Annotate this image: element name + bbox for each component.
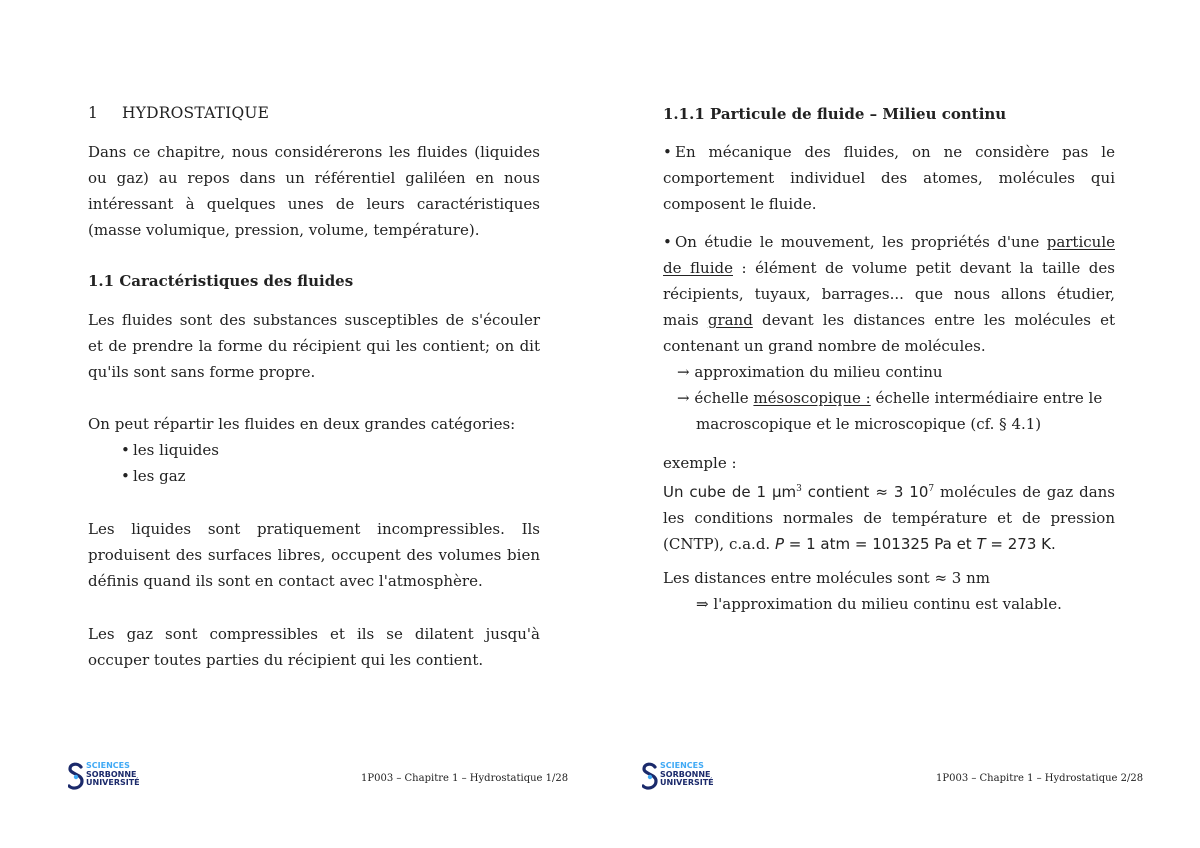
list-item: • les gaz (88, 463, 540, 489)
example-block: exemple : Un cube de 1 $\mu m^3$ contient ≈ 3 $10^7$ molécules de gaz dans les conditions normales de température et de pression (CNTP), c.a.d. P = 1 atm = 101325 Pa et T = 273 K. (663, 454, 1115, 553)
logo-s-icon (68, 762, 84, 792)
logo-wordmark: SCIENCES SORBONNE UNIVERSITÉ (86, 761, 140, 787)
subsection-heading: 1.1.1 Particule de fluide – Milieu continu (663, 105, 1007, 123)
list-item: • les liquides (88, 437, 540, 463)
sorbonne-logo (642, 762, 722, 792)
page-footer: 1P003 – Chapitre 1 – Hydrostatique 1/28 (361, 773, 569, 784)
arrow-line: → échelle mésoscopique : échelle intermédiaire entre le (677, 389, 1103, 407)
sorbonne-logo (68, 762, 148, 792)
logo-s-icon (642, 762, 658, 792)
page-footer: 1P003 – Chapitre 1 – Hydrostatique 2/28 (936, 773, 1144, 784)
logo-wordmark: SCIENCES SORBONNE UNIVERSITÉ (660, 761, 714, 787)
slide-page-2 (600, 0, 1200, 848)
bullet-icon: • (663, 143, 672, 161)
gases-paragraph: Les gaz sont compressibles et ils se dilatent jusqu'à occuper toutes parties du récipient qui les contient. (88, 625, 540, 669)
intro-paragraph: Dans ce chapitre, nous considérerons les fluides (liquides ou gaz) au repos dans un référentiel galiléen en nous intéressant à quelques unes de leurs caractéristiques (masse volumique, pression, volume, température). (88, 143, 540, 239)
fluids-definition-paragraph: Les fluides sont des substances susceptibles de s'écouler et de prendre la forme du récipient qui les contient; on dit qu'ils sont sans forme propre. (88, 311, 540, 381)
bullet-icon: • (121, 441, 130, 459)
bullet-paragraph-2: • On étudie le mouvement, les propriétés d'une particule de fluide : élément de volume petit devant la taille des récipients, tuyaux, barrages... que nous allons étudier, mais grand devant les distances entre les molécules et contenant un grand nombre de molécules. → approximation du milieu continu → échelle mésoscopique : échelle intermédiaire entre le macroscopique et le microscopique (cf. § 4.1) (663, 229, 1115, 437)
liquids-paragraph: Les liquides sont pratiquement incompressibles. Ils produisent des surfaces libres, occupent des volumes bien définis quand ils sont en contact avec l'atmosphère. (88, 520, 540, 590)
bullet-icon: • (663, 233, 672, 251)
chapter-heading: 1 HYDROSTATIQUE (88, 104, 270, 122)
bullet-paragraph-1: • En mécanique des fluides, on ne considère pas le comportement individuel des atomes, molécules qui composent le fluide. (663, 139, 1115, 217)
bullet-icon: • (121, 467, 130, 485)
distance-block: Les distances entre molécules sont ≈ 3 nm ⇒ l'approximation du milieu continu est valable. (663, 569, 1062, 613)
arrow-line: → approximation du milieu continu (677, 363, 943, 381)
section-heading: 1.1 Caractéristiques des fluides (88, 272, 354, 290)
categories-block: On peut répartir les fluides en deux grandes catégories: • les liquides • les gaz (88, 411, 540, 489)
